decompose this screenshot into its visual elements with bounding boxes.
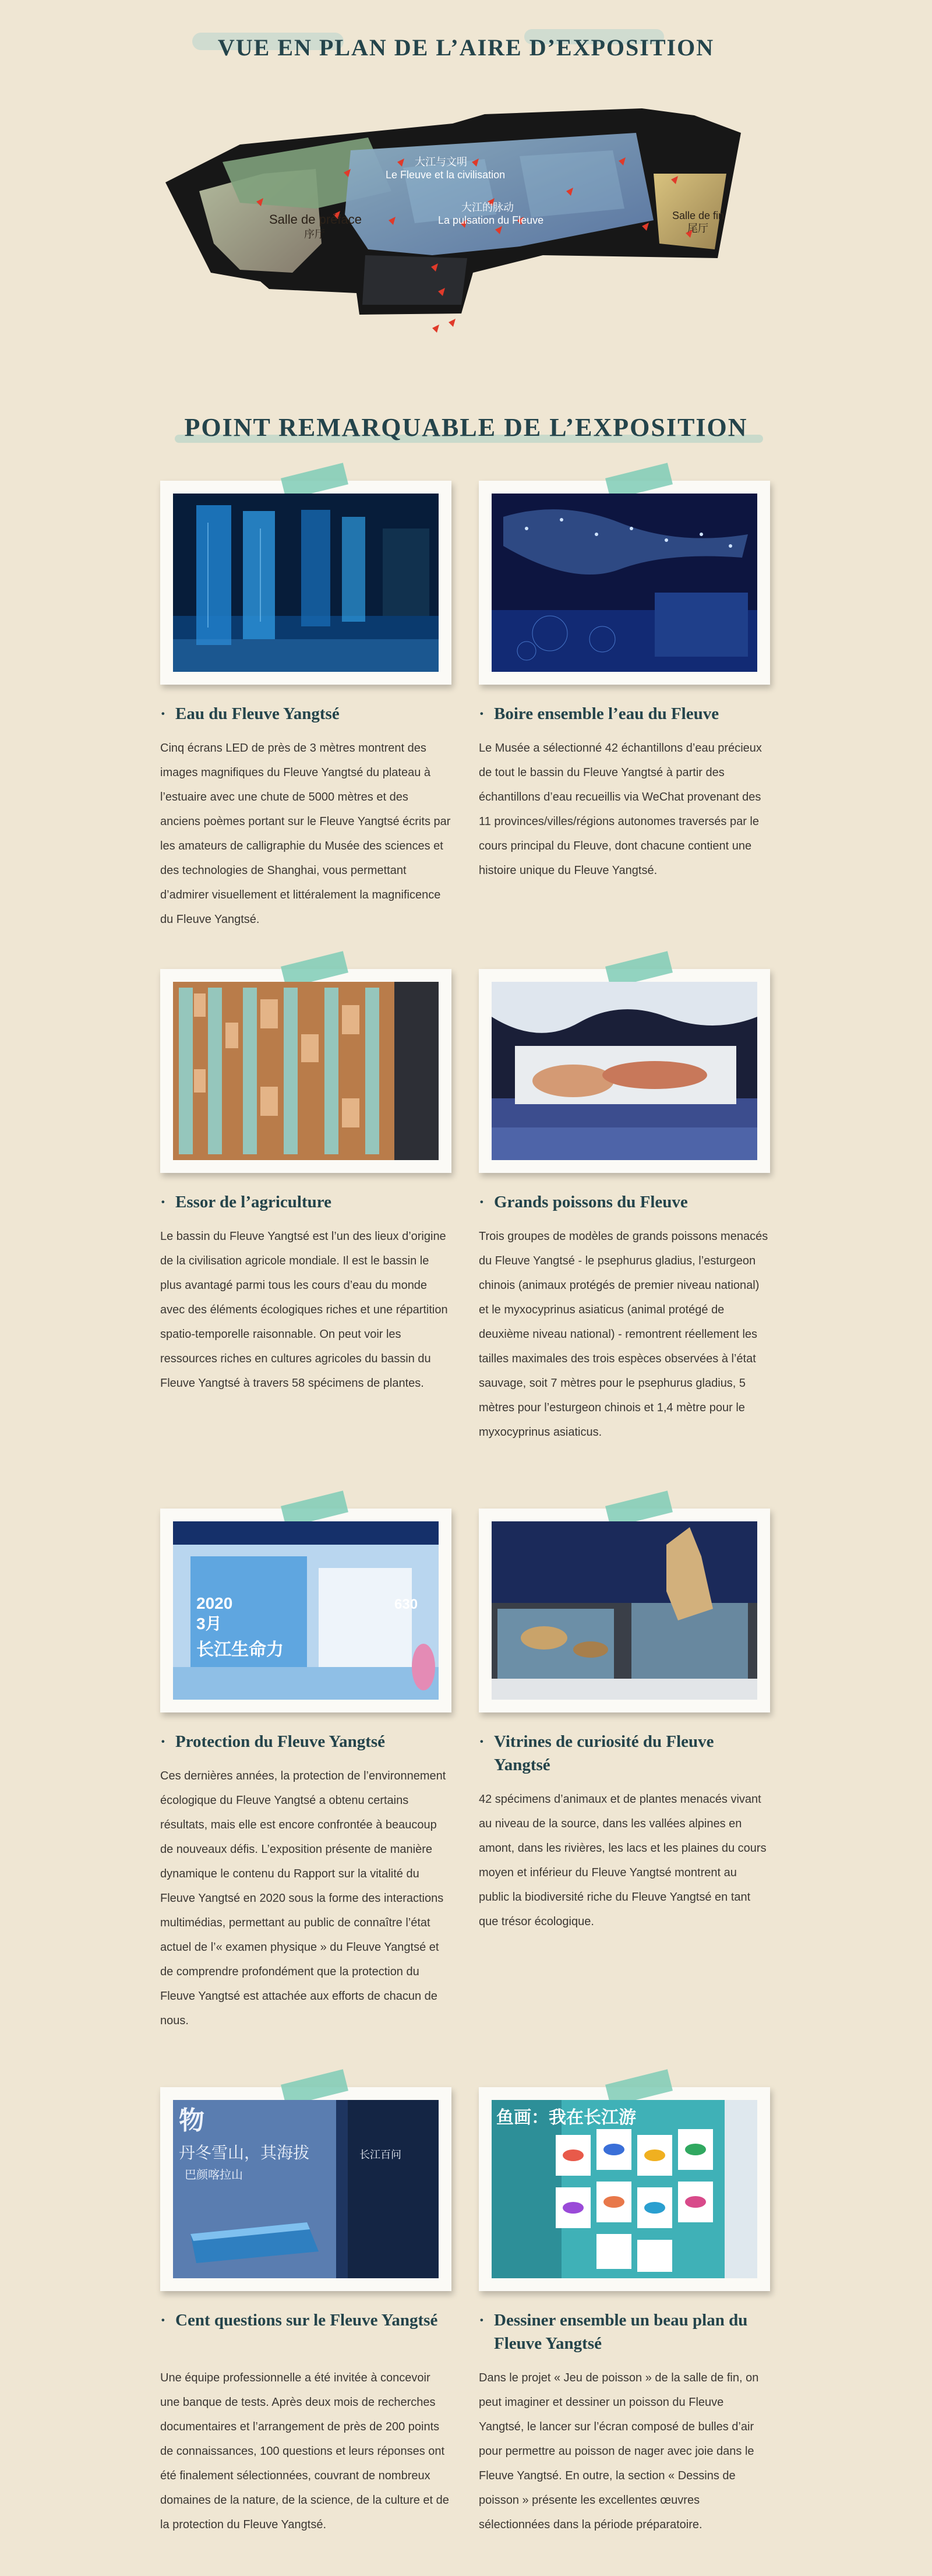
card-description: Dans le projet « Jeu de poisson » de la salle de fin, on peut imaginer et dessiner un poisson du Fleuve Yangtsé, le lancer sur l’écran composé de bulles d’air pour permettre au poisson de nager avec joie dans le Fleuve Yangtsé. En outre, la section « Dessins de poisson » présente les excellentes œuvres sélectionnées dans la période préparatoire. — [479, 2371, 759, 2531]
floor-plan-map — [158, 98, 758, 354]
photo-led-screens — [173, 494, 439, 672]
photo-river-map-installation — [492, 494, 757, 672]
photo-frame — [160, 1509, 451, 1712]
card-description: 42 spécimens d’animaux et de plantes menacés vivant au niveau de la source, dans les vallées alpines en amont, dans les rivières, les lacs et les plaines du cours moyen et inférieur du Fleuve Yangtsé montrent au public la biodiversité riche du Fleuve Yangtsé en tant que trésor écologique. — [479, 1793, 767, 1928]
highlights-title: POINT REMARQUABLE DE L’EXPOSITION — [0, 413, 932, 442]
room-label-end-fr: Salle de fin — [672, 210, 725, 221]
photo-text-month: 3月 — [196, 1615, 222, 1633]
highlight-card-draw-together — [479, 2087, 770, 2565]
photo-frame — [160, 481, 451, 685]
card-description: Le bassin du Fleuve Yangtsé est l’un des lieux d’origine de la civilisation agricole mondiale. Il est le bassin le plus avantagé parmi tous les cours d’eau du monde avec des éléments écologiques riches et une répartition spatio-temporelle raisonnable. On peut voir les ressources riches en cultures agricoles du bassin du Fleuve Yangtsé à travers 58 spécimens de plantes. — [160, 1230, 448, 1390]
room-label-preface-fr: Salle de préface — [269, 212, 362, 227]
photo-plant-specimens — [173, 982, 439, 1160]
card-title: · Dessiner ensemble un beau plan du Fleuve Yangtsé — [479, 2311, 748, 2353]
card-title: · Boire ensemble l’eau du Fleuve — [479, 704, 719, 723]
highlight-card-agriculture — [160, 969, 451, 1423]
photo-frame — [479, 481, 770, 685]
card-description: Ces dernières années, la protection de l’environnement écologique du Fleuve Yangtsé a obtenu certains résultats, mais elle est encore confrontée à beaucoup de nouveaux défis. L’exposition présente de manière dynamique le contenu du Rapport sur la vitalité du Fleuve Yangtsé en 2020 sous la forme des interactions multimédias, permettant au public de connaître l’état actuel de l’« examen physique » du Fleuve Yangtsé et de comprendre profondément que la protection du Fleuve Yangtsé est attachée aux efforts de chacun de nous. — [160, 1770, 446, 2027]
photo-text-fish-drawings: 鱼画：我在长江游 — [496, 2108, 636, 2127]
card-description: Trois groupes de modèles de grands poissons menacés du Fleuve Yangtsé - le psephurus gladius, l’esturgeon chinois (animaux protégés de premier niveau national) et le myxocyprinus asiaticus (animal protégé de deuxième niveau national) - remontrent réellement les tailles maximales des trois espèces observées à l’état sauvage, soit 7 mètres pour le psephurus gladius, 5 mètres pour l’esturgeon chinois et 1,4 mètre pour le myxocyprinus asiaticus. — [479, 1230, 768, 1439]
photo-text-year: 2020 — [196, 1594, 233, 1612]
room-label-civilisation-fr: Le Fleuve et la civilisation — [386, 169, 506, 181]
photo-text-side: 长江百问 — [359, 2149, 401, 2161]
photo-text-line1: 丹冬雪山，其海拔 — [179, 2144, 310, 2162]
highlight-card-drink-water — [479, 481, 770, 935]
card-description: Cinq écrans LED de près de 3 mètres montrent des images magnifiques du Fleuve Yangtsé du plateau à l’estuaire avec une chute de 5000 mètres et des anciens poèmes portant sur le Fleuve Yangtsé écrits par les amateurs de calligraphie du Musée des sciences et des technologies de Shanghai, vous permettant d’admirer visuellement et littéralement la magnificence du Fleuve Yangtsé. — [160, 742, 451, 926]
photo-animal-specimens — [492, 1521, 757, 1700]
photo-text-number: 630 — [394, 1597, 418, 1612]
photo-frame — [160, 2087, 451, 2291]
room-label-pulsation-fr: La pulsation du Fleuve — [438, 214, 544, 226]
highlight-card-big-fish — [479, 969, 770, 1439]
photo-frame — [479, 2087, 770, 2291]
photo-fish-drawings — [492, 2100, 757, 2278]
highlight-card-yangtze-water — [160, 481, 451, 935]
room-label-end-cn: 尾厅 — [687, 223, 708, 234]
photo-vitality-report — [173, 1521, 439, 1700]
room-label-civilisation-cn: 大江与文明 — [415, 156, 467, 168]
card-title: · Protection du Fleuve Yangtsé — [160, 1732, 386, 1751]
card-description: Une équipe professionnelle a été invitée à concevoir une banque de tests. Après deux mois de recherches documentaires et l’arrangement de près de 200 points de connaissances, 100 questions et leurs réponses ont été finalement sélectionnées, couvrant de nombreux domaines de la nature, de la science, de la culture et de la protection du Fleuve Yangtsé. — [160, 2371, 449, 2531]
photo-frame — [479, 1509, 770, 1712]
highlight-card-hundred-questions — [160, 2087, 451, 2565]
highlight-card-curiosity-cabinet — [479, 1509, 770, 2068]
photo-text-vitality: 长江生命力 — [196, 1640, 284, 1659]
room-label-pulsation-cn: 大江的脉动 — [461, 202, 514, 213]
photo-text-line2: 巴颜喀拉山 — [185, 2169, 243, 2182]
highlight-card-protection — [160, 1509, 451, 2068]
floor-plan-title: VUE EN PLAN DE L’AIRE D’EXPOSITION — [0, 34, 932, 61]
card-title: · Eau du Fleuve Yangtsé — [160, 704, 340, 723]
photo-quiz-kiosk — [173, 2100, 439, 2278]
card-title: · Cent questions sur le Fleuve Yangtsé — [160, 2311, 438, 2330]
card-title: · Essor de l’agriculture — [160, 1193, 331, 1211]
room-label-preface-cn: 序厅 — [304, 228, 325, 240]
photo-frame — [160, 969, 451, 1173]
photo-text-animals: 物 — [179, 2106, 204, 2135]
photo-frame — [479, 969, 770, 1173]
card-title: · Grands poissons du Fleuve — [479, 1193, 688, 1211]
card-title: · Vitrines de curiosité du Fleuve Yangtsé — [479, 1732, 714, 1774]
card-description: Le Musée a sélectionné 42 échantillons d’eau précieux de tout le bassin du Fleuve Yangtsé à partir des échantillons d’eau recueillis via WeChat provenant des 11 provinces/villes/régions autonomes traversés par le cours principal du Fleuve, dont chacune contient une histoire unique du Fleuve Yangtsé. — [479, 742, 762, 877]
photo-fish-models — [492, 982, 757, 1160]
